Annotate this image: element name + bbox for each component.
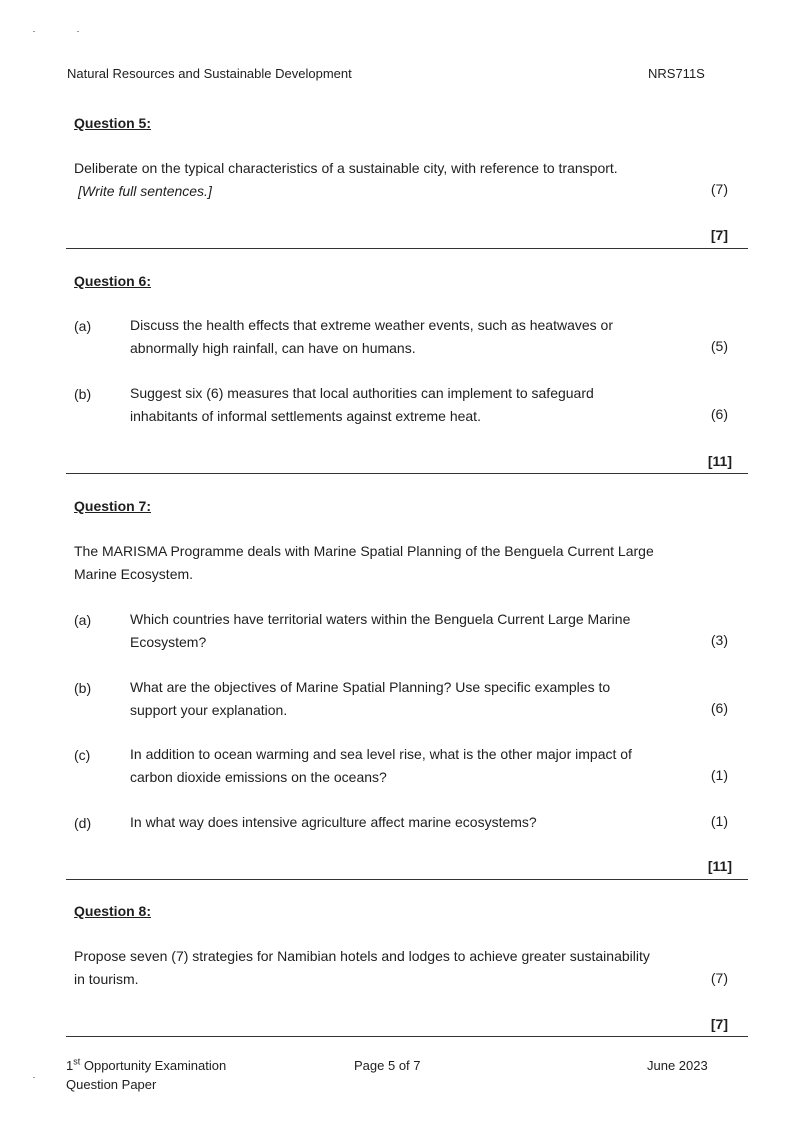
question-5-mark: (7) [710, 181, 728, 197]
question-7b-mark: (6) [710, 700, 728, 716]
footer-date: June 2023 [647, 1058, 708, 1073]
question-7d-mark: (1) [710, 813, 728, 829]
question-5-title: Question 5: [74, 115, 152, 131]
section-divider [66, 1036, 748, 1037]
question-8-text-line1: Propose seven (7) strategies for Namibian hotels and lodges to achieve greater sustainability [74, 948, 650, 964]
course-title: Natural Resources and Sustainable Development [67, 66, 352, 81]
footer-opportunity [66, 1056, 226, 1075]
course-code: NRS711S [648, 66, 705, 81]
question-7b-text-line2: support your explanation. [130, 702, 288, 718]
question-7-total: [11] [707, 858, 732, 874]
footer-opportunity-num: 1 [66, 1058, 74, 1073]
question-5-total: [7] [710, 227, 728, 243]
question-8-mark: (7) [710, 970, 728, 986]
question-7-intro-line2: Marine Ecosystem. [74, 566, 194, 582]
question-7c-mark: (1) [710, 767, 728, 783]
question-6b-mark: (6) [710, 406, 728, 422]
scan-speck [33, 31, 35, 32]
question-7b-text-line1: What are the objectives of Marine Spatial Planning? Use specific examples to [130, 679, 611, 695]
question-7-title: Question 7: [74, 498, 152, 514]
question-6-total: [11] [707, 453, 732, 469]
footer-exam-info [66, 1056, 226, 1094]
question-7c-text-line2: carbon dioxide emissions on the oceans? [130, 769, 387, 785]
footer-page-number: Page 5 of 7 [354, 1058, 421, 1073]
question-6b-letter: (b) [74, 386, 92, 402]
question-6b-text-line2: inhabitants of informal settlements against extreme heat. [130, 408, 481, 424]
question-7d-letter: (d) [74, 815, 92, 831]
question-8-title: Question 8: [74, 903, 152, 919]
question-5-text: Deliberate on the typical characteristics of a sustainable city, with reference to transport. [74, 160, 618, 176]
question-6-title: Question 6: [74, 273, 152, 289]
question-5-note: [Write full sentences.] [78, 183, 212, 199]
question-6a-text-line2: abnormally high rainfall, can have on humans. [130, 340, 416, 356]
question-8-text-line2: in tourism. [74, 971, 139, 987]
section-divider [66, 473, 748, 474]
question-7a-mark: (3) [710, 632, 728, 648]
question-7a-text-line1: Which countries have territorial waters within the Benguela Current Large Marine [130, 611, 631, 627]
question-7-intro-line1: The MARISMA Programme deals with Marine Spatial Planning of the Benguela Current Large [74, 543, 654, 559]
section-divider [66, 879, 748, 880]
question-7c-text-line1: In addition to ocean warming and sea level rise, what is the other major impact of [130, 746, 632, 762]
question-6a-text-line1: Discuss the health effects that extreme weather events, such as heatwaves or [130, 317, 613, 333]
footer-opportunity-rest: Opportunity Examination [80, 1058, 227, 1073]
footer-opportunity-sup: st [73, 1056, 81, 1067]
question-6b-text-line1: Suggest six (6) measures that local authorities can implement to safeguard [130, 385, 594, 401]
question-7c-letter: (c) [74, 747, 91, 763]
question-7a-text-line2: Ecosystem? [130, 634, 207, 650]
question-7b-letter: (b) [74, 680, 92, 696]
scan-speck [77, 31, 79, 32]
question-7d-text-line1: In what way does intensive agriculture affect marine ecosystems? [130, 814, 537, 830]
question-6a-mark: (5) [710, 338, 728, 354]
question-7a-letter: (a) [74, 612, 92, 628]
scan-speck [33, 1077, 35, 1078]
question-8-total: [7] [710, 1016, 728, 1032]
footer-paper: Question Paper [66, 1077, 157, 1092]
question-6a-letter: (a) [74, 318, 92, 334]
section-divider [66, 248, 748, 249]
